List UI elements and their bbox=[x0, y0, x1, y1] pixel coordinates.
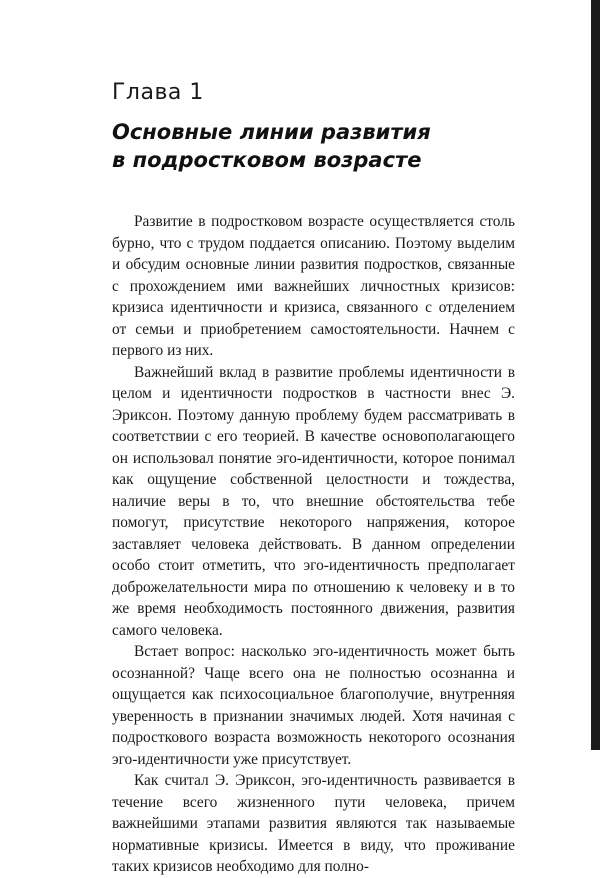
chapter-title-line: в подростковом возрасте bbox=[112, 148, 422, 172]
body-text bbox=[112, 211, 515, 878]
page-edge-shadow bbox=[591, 0, 600, 750]
chapter-label: Глава 1 bbox=[112, 80, 204, 105]
chapter-title-line: Основные линии развития bbox=[112, 120, 431, 144]
paragraph: Важнейший вклад в развитие проблемы идентичности в целом и идентичности подростков в частности внес Э. Эриксон. Поэтому данную проблему будем рассматривать в соответствии с его теорией. В качестве основополагающего он использовал понятие эго-идентичности, которое понимал как ощущение собственной целостности и тождества, наличие веры в то, что внешние обстоятельства тебе помогут, присутствие некоторого напряжения, которое заставляет человека действовать. В данном определении особо стоит отметить, что эго-идентичность предполагает доброжелательности мира по отношению к человеку и в то же время необходимость постоянного движения, развития самого человека. bbox=[112, 363, 515, 639]
chapter-title bbox=[112, 118, 431, 174]
paragraph: Встает вопрос: насколько эго-идентичность может быть осознанной? Чаще всего она не полностью осознанна и ощущается как психосоциальное благополучие, внутренняя уверенность в признании значимых людей. Хотя начиная с подросткового возраста возможность некоторого осознания эго-идентичности уже присутствует. bbox=[112, 643, 515, 768]
paragraph: Развитие в подростковом возрасте осуществляется столь бурно, что с трудом поддается описанию. Поэтому выделим и обсудим основные линии развития подростков, связанные с прохождением ими важнейших личностных кризисов: кризиса идентичности и кризиса, связанного с отделением от семьи и приобретением самостоятельности. Начнем с первого из них. bbox=[112, 213, 515, 359]
paragraph: Как считал Э. Эриксон, эго-идентичность развивается в течение всего жизненного пути человека, причем важнейшими этапами развития являются так называемые нормативные кризисы. Имеется в виду, что проживание таких кризисов необходимо для полно- bbox=[112, 772, 515, 875]
